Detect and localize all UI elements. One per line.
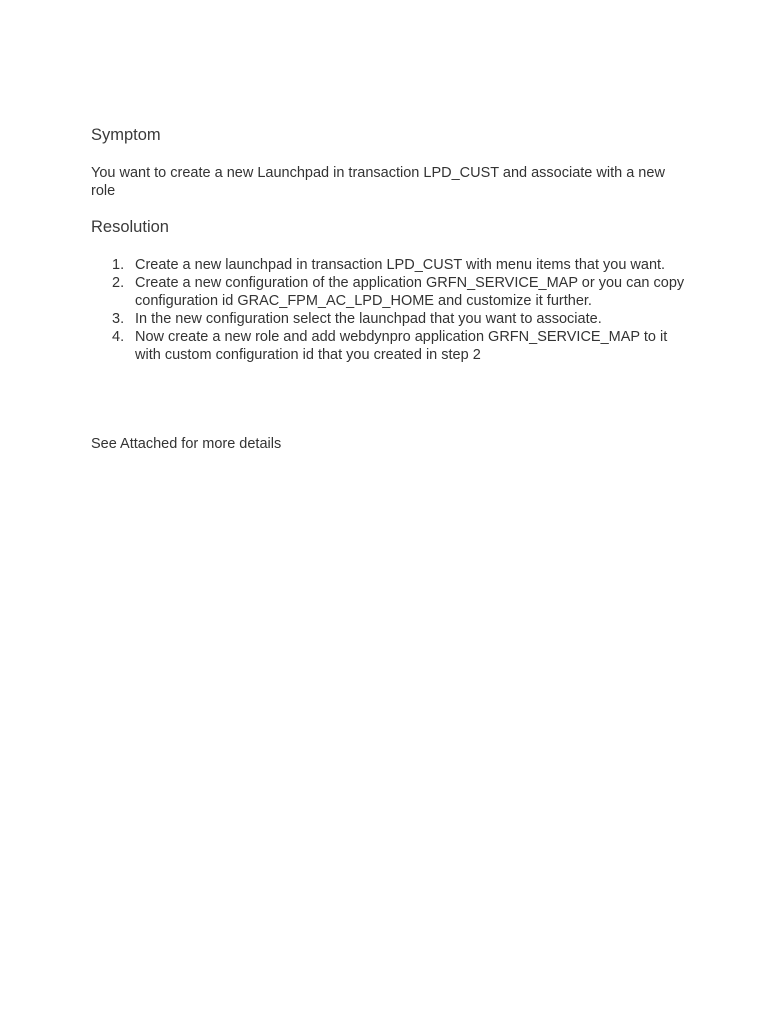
step-text: Create a new configuration of the application GRFN_SERVICE_MAP or you can copy configuration id GRAC_FPM_AC_LPD_HOME and customize it further. xyxy=(135,275,685,309)
step-number: 2. xyxy=(112,275,125,291)
resolution-heading: Resolution xyxy=(91,218,169,236)
resolution-step xyxy=(91,310,691,328)
step-number: 4. xyxy=(112,329,125,345)
symptom-heading: Symptom xyxy=(91,126,161,144)
resolution-step xyxy=(91,328,691,364)
step-text: In the new configuration select the launchpad that you want to associate. xyxy=(135,311,602,327)
footer-note: See Attached for more details xyxy=(91,436,282,452)
resolution-steps xyxy=(91,256,691,364)
step-number: 3. xyxy=(112,311,125,327)
resolution-step xyxy=(91,274,691,310)
step-text: Create a new launchpad in transaction LPD_CUST with menu items that you want. xyxy=(135,257,666,273)
step-text: Now create a new role and add webdynpro application GRFN_SERVICE_MAP to it with custom configuration id that you created in step 2 xyxy=(135,329,668,363)
symptom-text: You want to create a new Launchpad in transaction LPD_CUST and associate with a new role xyxy=(91,165,665,199)
resolution-step xyxy=(91,256,691,274)
step-number: 1. xyxy=(112,257,125,273)
